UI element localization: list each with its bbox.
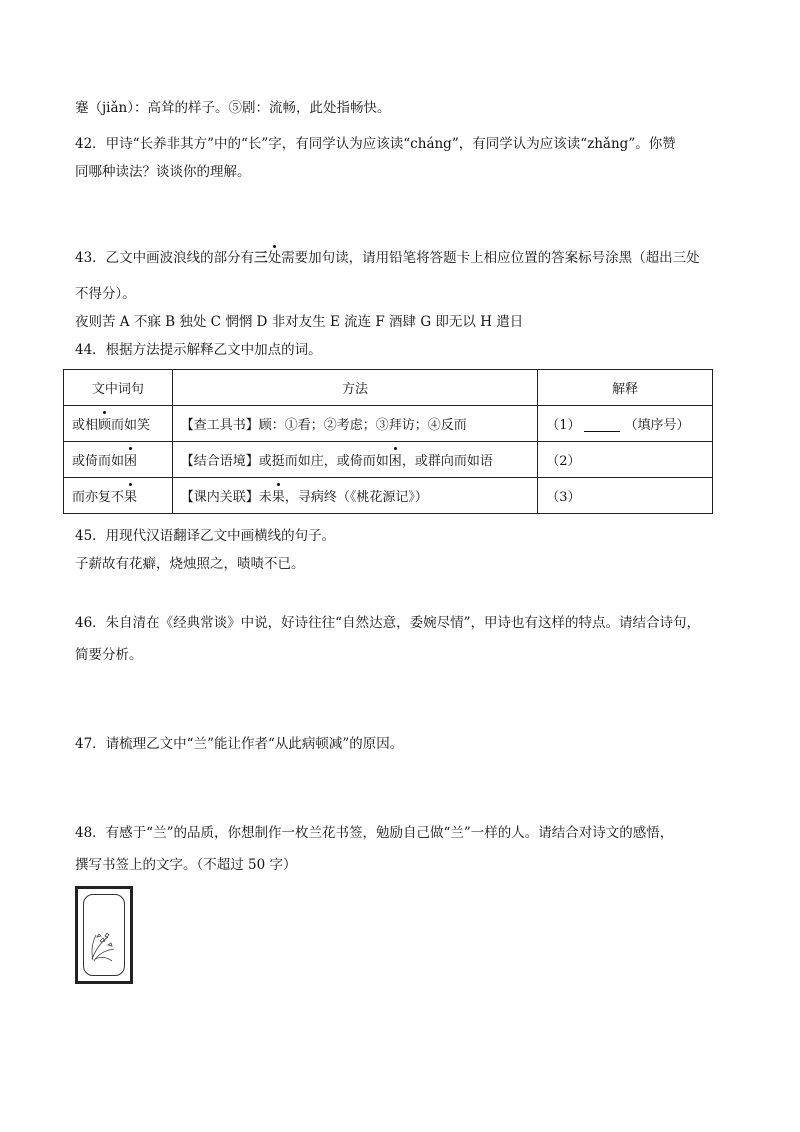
orchid-illustration-icon (78, 889, 130, 981)
question-48-line-2: 撰写书签上的文字。（不超过 50 字） (75, 857, 297, 873)
question-42-line-2: 同哪种读法？谈谈你的理解。 (75, 164, 251, 180)
answer-cell[interactable]: （1） （填序号） (538, 406, 713, 442)
question-47: 47．请梳理乙文中“兰”能让作者“从此病顿减”的原因。 (75, 736, 404, 752)
orchid-bookmark (75, 886, 133, 984)
table-row (64, 442, 713, 478)
explanation-table (63, 369, 713, 514)
table-row (64, 406, 713, 442)
header-method: 方法 (172, 370, 537, 406)
question-44: 44．根据方法提示解释乙文中加点的词。 (75, 342, 322, 358)
question-46-line-1: 46．朱自清在《经典常谈》中说，好诗往往“自然达意，委婉尽情”，甲诗也有这样的特点。请结合诗句， (75, 615, 700, 631)
question-45-sentence: 子薪故有花癖，烧烛照之，啧啧不已。 (75, 556, 305, 572)
header-word: 文中词句 (64, 370, 173, 406)
question-48-line-1: 48．有感于“兰”的品质，你想制作一枚兰花书签，勉励自己做“兰”一样的人。请结合对诗文的感悟， (75, 825, 674, 841)
annotation-note: 蹇（jiǎn）：高耸的样子。⑤剧：流畅，此处指畅快。 (75, 100, 391, 116)
question-45: 45．用现代汉语翻译乙文中画横线的句子。 (75, 528, 336, 544)
table-header-row (64, 370, 713, 406)
answer-cell[interactable]: （3） (538, 478, 713, 514)
question-43-line-1: 43．乙文中画波浪线的部分有三处需要加句读，请用铅笔将答题卡上相应位置的答案标号涂黑（超出三处 (75, 250, 700, 266)
answer-blank[interactable] (584, 419, 620, 432)
method-cell: 【课内关联】未果，寻病终（《桃花源记》） (172, 478, 537, 514)
method-cell: 【查工具书】顾：①看；②考虑；③拜访；④反而 (172, 406, 537, 442)
word-cell: 或倚而如困 (64, 442, 173, 478)
question-43-options: 夜则苦 A 不寐 B 独处 C 惘惘 D 非对友生 E 流连 F 酒肆 G 即无以 H 遣日 (75, 314, 524, 330)
word-cell: 而亦复不果 (64, 478, 173, 514)
table-row (64, 478, 713, 514)
question-42-line-1: 42．甲诗“长养非其方”中的“长”字，有同学认为应该读“cháng”，有同学认为应该读“zhǎng”。你赞 (75, 136, 676, 152)
answer-cell[interactable]: （2） (538, 442, 713, 478)
method-cell: 【结合语境】或挺而如庄，或倚而如困，或群向而如语 (172, 442, 537, 478)
question-43-line-2: 不得分）。 (75, 286, 136, 302)
header-answer: 解释 (538, 370, 713, 406)
question-46-line-2: 简要分析。 (75, 647, 143, 663)
word-cell: 或相顾而如笑 (64, 406, 173, 442)
